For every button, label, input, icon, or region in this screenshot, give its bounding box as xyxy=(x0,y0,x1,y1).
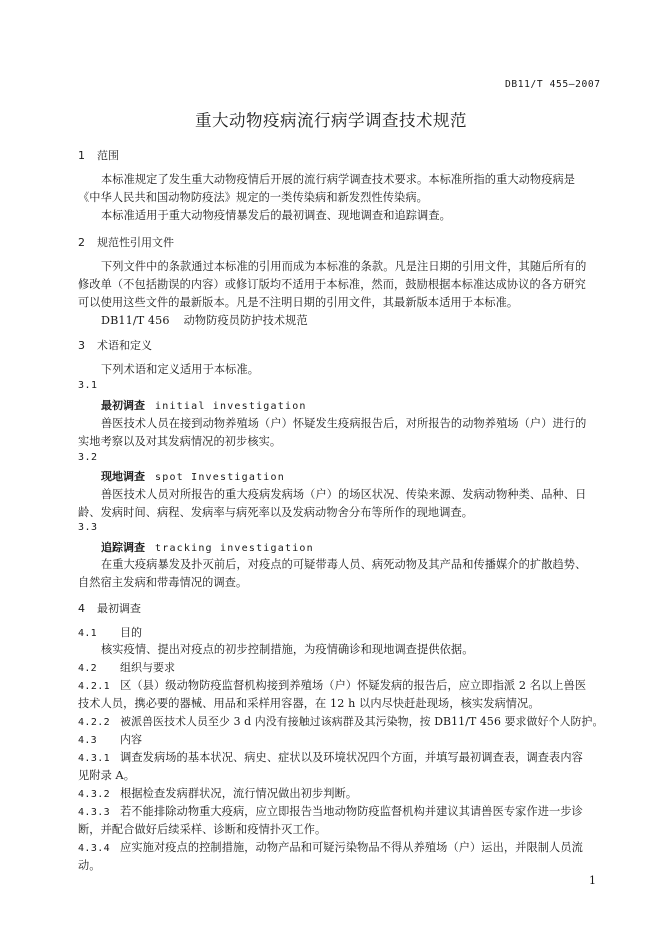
clause-text: 被派兽医技术人员至少 3 d 内没有接触过该病群及其污染物，按 DB11/T 456 要求做好个人防护。 xyxy=(120,715,604,728)
term-english: initial investigation xyxy=(155,401,307,412)
subsection-number: 4.3 xyxy=(78,735,97,746)
paragraph-line: 核实疫情、提出对疫点的初步控制措施，为疫情确诊和现地调查提供依据。 xyxy=(101,643,474,656)
subsection-title: 内容 xyxy=(120,733,142,746)
clause-line xyxy=(78,713,603,729)
section-number: 1 xyxy=(78,149,85,162)
reference-code: DB11/T 456 xyxy=(101,314,170,327)
paragraph-line: 兽医技术人员在接到动物养殖场（户）怀疑发生疫病报告后，对所报告的动物养殖场（户）进行的 xyxy=(101,417,587,430)
term-english: spot Investigation xyxy=(155,472,285,483)
clause-text: 根据检查发病群状况，流行情况做出初步判断。 xyxy=(120,787,358,800)
paragraph-line: 下列术语和定义适用于本标准。 xyxy=(101,363,260,376)
term-chinese: 追踪调查 xyxy=(101,541,145,554)
paragraph-line: 实地考察以及对其发病情况的初步核实。 xyxy=(78,435,282,448)
paragraph-line: 自然宿主发病和带毒情况的调查。 xyxy=(78,576,248,589)
document-title: 重大动物疫病流行病学调查技术规范 xyxy=(195,111,467,130)
subsection-4-3-heading xyxy=(78,731,142,747)
clause-line xyxy=(78,803,583,819)
subsection-title: 组织与要求 xyxy=(120,661,175,674)
term-chinese: 最初调查 xyxy=(101,399,145,412)
clause-text: 应实施对疫点的控制措施，动物产品和可疑污染物品不得从养殖场（户）运出，并限制人员流 xyxy=(120,841,583,854)
term-heading xyxy=(101,539,314,555)
paragraph-line: 本标准适用于重大动物疫情暴发后的最初调查、现地调查和追踪调查。 xyxy=(101,209,451,222)
clause-line xyxy=(78,677,586,693)
term-number: 3.2 xyxy=(78,452,98,463)
section-number: 4 xyxy=(78,602,85,615)
section-title: 术语和定义 xyxy=(97,339,152,352)
section-3-heading xyxy=(78,337,152,353)
term-number: 3.1 xyxy=(78,380,98,391)
term-number: 3.3 xyxy=(78,522,98,533)
subsection-title: 目的 xyxy=(120,626,142,639)
clause-number: 4.3.3 xyxy=(78,807,111,818)
section-4-heading xyxy=(78,600,141,616)
clause-number: 4.3.4 xyxy=(78,843,111,854)
subsection-number: 4.1 xyxy=(78,628,97,639)
term-english: tracking investigation xyxy=(155,543,314,554)
clause-line xyxy=(78,785,357,801)
subsection-4-1-heading xyxy=(78,624,142,640)
paragraph-line: 修改单（不包括勘误的内容）或修订版均不适用于本标准，然而，鼓励根据本标准达成协议的各方研究 xyxy=(78,278,586,291)
paragraph-line: 可以使用这些文件的最新版本。凡是不注明日期的引用文件，其最新版本适用于本标准。 xyxy=(78,296,519,309)
paragraph-line: 《中华人民共和国动物防疫法》规定的一类传染病和新发烈性传染病。 xyxy=(78,191,428,204)
section-title: 范围 xyxy=(97,149,119,162)
clause-line xyxy=(78,839,583,855)
clause-number: 4.3.1 xyxy=(78,753,111,764)
clause-number: 4.2.1 xyxy=(78,681,111,692)
reference-title: 动物防疫员防护技术规范 xyxy=(183,314,308,327)
section-2-heading xyxy=(78,234,174,250)
paragraph-line: 龄、发病时间、病程、发病率与病死率以及发病动物舍分布等所作的现地调查。 xyxy=(78,506,474,519)
subsection-number: 4.2 xyxy=(78,663,97,674)
clause-number: 4.2.2 xyxy=(78,717,111,728)
section-title: 最初调查 xyxy=(97,602,141,615)
term-heading xyxy=(101,468,285,484)
standard-code: DB11/T 455—2007 xyxy=(505,79,601,90)
paragraph-line: 下列文件中的条款通过本标准的引用而成为本标准的条款。凡是注日期的引用文件，其随后所有的 xyxy=(101,260,587,273)
subsection-4-2-heading xyxy=(78,659,175,675)
section-title: 规范性引用文件 xyxy=(97,236,174,249)
clause-line xyxy=(78,749,583,765)
paragraph-line: 断，并配合做好后续采样、诊断和疫情扑灭工作。 xyxy=(78,823,327,836)
paragraph-line: 动。 xyxy=(78,859,101,872)
normative-reference xyxy=(101,312,308,328)
section-1-heading xyxy=(78,147,119,163)
paragraph-line: 本标准规定了发生重大动物疫情后开展的流行病学调查技术要求。本标准所指的重大动物疫病是 xyxy=(101,173,576,186)
section-number: 3 xyxy=(78,339,85,352)
clause-text: 调查发病场的基本状况、病史、症状以及环境状况四个方面，并填写最初调查表，调查表内容 xyxy=(120,751,583,764)
clause-number: 4.3.2 xyxy=(78,789,111,800)
clause-text: 若不能排除动物重大疫病，应立即报告当地动物防疫监督机构并建议其请兽医专家作进一步诊 xyxy=(120,805,583,818)
paragraph-line: 技术人员，携必要的器械、用品和采样用容器，在 12 h 以内尽快赶赴现场，核实发病情况。 xyxy=(78,697,540,710)
page-number: 1 xyxy=(589,874,596,887)
term-chinese: 现地调查 xyxy=(101,470,145,483)
section-number: 2 xyxy=(78,236,85,249)
paragraph-line: 在重大疫病暴发及扑灭前后，对疫点的可疑带毒人员、病死动物及其产品和传播媒介的扩散趋势、 xyxy=(101,558,587,571)
clause-text: 区（县）级动物防疫监督机构接到养殖场（户）怀疑发病的报告后，应立即指派 2 名以上兽医 xyxy=(120,679,587,692)
term-heading xyxy=(101,397,307,413)
paragraph-line: 见附录 A。 xyxy=(78,769,135,782)
paragraph-line: 兽医技术人员对所报告的重大疫病发病场（户）的场区状况、传染来源、发病动物种类、品种、日 xyxy=(101,488,587,501)
